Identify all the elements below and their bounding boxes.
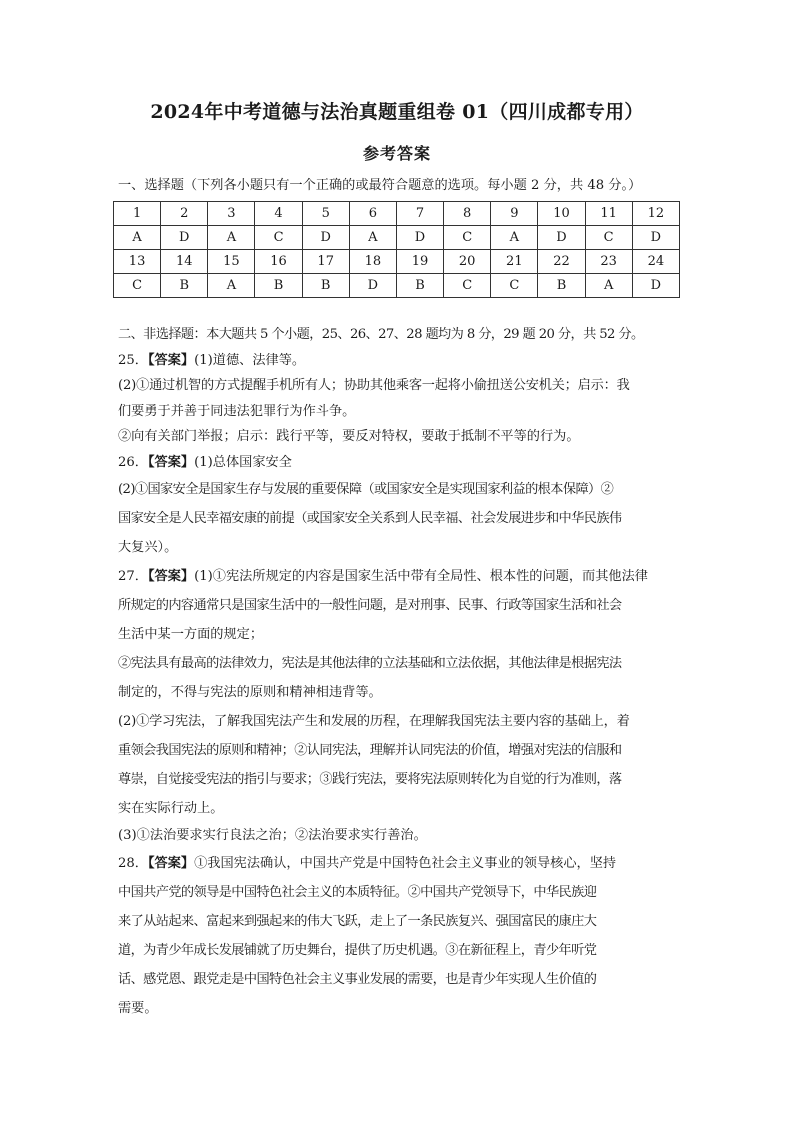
q27-line9: 实在实际行动上。 [118, 801, 224, 816]
answer-cell: A [208, 274, 255, 298]
question-number-cell: 2 [161, 202, 208, 226]
q27-line1: 27．【答案】(1)①宪法所规定的内容是国家生活中带有全局性、根本性的问题，而其他法律 [118, 569, 648, 584]
q27-line3: 生活中某一方面的规定； [118, 627, 264, 642]
answer-cell: C [491, 274, 538, 298]
table-row-question-numbers [114, 250, 680, 274]
answer-cell: A [491, 226, 538, 250]
answer-cell: D [632, 274, 679, 298]
q26-part1: (1)总体国家安全 [194, 454, 292, 470]
question-number-cell: 22 [538, 250, 585, 274]
question-number-cell: 5 [302, 202, 349, 226]
section2-heading: 二、非选择题：本大题共 5 个小题，25、26、27、28 题均为 8 分，29 题 20 分，共 52 分。 [118, 327, 644, 342]
question-number-cell: 1 [114, 202, 161, 226]
table-row-question-numbers [114, 202, 680, 226]
q28-line6: 需要。 [118, 1000, 158, 1016]
question-number-cell: 23 [585, 250, 632, 274]
q28-answer-tag: 【答案】 [147, 855, 195, 871]
q26-line4: 大复兴）。 [118, 540, 178, 555]
question-number-cell: 14 [161, 250, 208, 274]
q26-answer-tag: 【答案】 [147, 454, 195, 470]
q28-part1: ①我国宪法确认，中国共产党是中国特色社会主义事业的领导核心，坚持 [194, 855, 617, 871]
q28-number: 28 [118, 855, 135, 871]
table-row-answers [114, 226, 680, 250]
answer-table [113, 201, 680, 298]
question-number-cell: 17 [302, 250, 349, 274]
q27-line7: 重领会我国宪法的原则和精神；②认同宪法，理解并认同宪法的价值，增强对宪法的信服和 [118, 743, 622, 758]
q28-line5: 话、感党恩、跟党走是中国特色社会主义事业发展的需要，也是青少年实现人生价值的 [118, 971, 597, 987]
q25-line1: 25．【答案】(1)道德、法律等。 [118, 352, 306, 368]
answer-cell: A [349, 226, 396, 250]
q25-line4: ②向有关部门举报；启示：践行平等，要反对特权，要敢于抵制不平等的行为。 [118, 429, 580, 444]
question-number-cell: 24 [632, 250, 679, 274]
question-number-cell: 11 [585, 202, 632, 226]
answer-cell: C [114, 274, 161, 298]
question-number-cell: 10 [538, 202, 585, 226]
answer-cell: B [538, 274, 585, 298]
q28-line4: 道，为青少年成长发展铺就了历史舞台，提供了历史机遇。③在新征程上，青少年听党 [118, 942, 597, 958]
answer-cell: C [444, 226, 491, 250]
q25-number: 25 [118, 352, 135, 368]
question-number-cell: 6 [349, 202, 396, 226]
q27-number: 27 [118, 569, 135, 584]
q28-line3: 来了从站起来、富起来到强起来的伟大飞跃，走上了一条民族复兴、强国富民的康庄大 [118, 913, 597, 929]
q27-line10: (3)①法治要求实行良法之治；②法治要求实行善治。 [118, 828, 427, 843]
page-subtitle: 参考答案 [362, 144, 431, 163]
answer-cell: B [302, 274, 349, 298]
question-number-cell: 3 [208, 202, 255, 226]
question-number-cell: 20 [444, 250, 491, 274]
q26-line2: (2)①国家安全是国家生存与发展的重要保障（或国家安全是实现国家利益的根本保障）② [118, 482, 614, 497]
q27-line8: 尊崇，自觉接受宪法的指引与要求；③践行宪法，要将宪法原则转化为自觉的行为准则，落 [118, 772, 622, 787]
question-number-cell: 9 [491, 202, 538, 226]
section2-content [118, 322, 678, 1023]
q25-line3: 们要勇于并善于同违法犯罪行为作斗争。 [118, 403, 356, 419]
q26-number: 26 [118, 454, 135, 470]
q27-answer-tag: 【答案】 [147, 569, 195, 584]
q27-line4: ②宪法具有最高的法律效力，宪法是其他法律的立法基础和立法依据，其他法律是根据宪法 [118, 656, 622, 671]
page-title: 2024年中考道德与法治真题重组卷 01（四川成都专用） [150, 101, 644, 123]
table-row-answers [114, 274, 680, 298]
question-number-cell: 8 [444, 202, 491, 226]
question-number-cell: 7 [396, 202, 443, 226]
answer-cell: C [444, 274, 491, 298]
answer-cell: B [396, 274, 443, 298]
answer-cell: C [585, 226, 632, 250]
q27-line2: 所规定的内容通常只是国家生活中的一般性问题，是对刑事、民事、行政等国家生活和社会 [118, 598, 622, 613]
q25-line2: (2)①通过机智的方式提醒手机所有人；协助其他乘客一起将小偷扭送公安机关；启示：我 [118, 378, 630, 393]
question-number-cell: 12 [632, 202, 679, 226]
q27-line6: (2)①学习宪法，了解我国宪法产生和发展的历程，在理解我国宪法主要内容的基础上，着 [118, 714, 630, 729]
answer-cell: D [632, 226, 679, 250]
q26-line1: 26．【答案】(1)总体国家安全 [118, 454, 292, 470]
question-number-cell: 21 [491, 250, 538, 274]
answer-cell: B [161, 274, 208, 298]
answer-cell: D [538, 226, 585, 250]
question-number-cell: 18 [349, 250, 396, 274]
question-number-cell: 13 [114, 250, 161, 274]
q26-line3: 国家安全是人民幸福安康的前提（或国家安全关系到人民幸福、社会发展进步和中华民族伟 [118, 511, 622, 526]
answer-cell: A [208, 226, 255, 250]
q28-line2: 中国共产党的领导是中国特色社会主义的本质特征。②中国共产党领导下，中华民族迎 [118, 884, 597, 900]
answer-cell: A [585, 274, 632, 298]
answer-cell: B [255, 274, 302, 298]
q25-part1: (1)道德、法律等。 [194, 352, 306, 368]
answer-cell: A [114, 226, 161, 250]
answer-cell: D [349, 274, 396, 298]
question-number-cell: 16 [255, 250, 302, 274]
q28-line1: 28．【答案】①我国宪法确认，中国共产党是中国特色社会主义事业的领导核心，坚持 [118, 855, 617, 871]
q25-answer-tag: 【答案】 [147, 352, 195, 368]
q27-line5: 制定的，不得与宪法的原则和精神相违背等。 [118, 685, 382, 700]
question-number-cell: 19 [396, 250, 443, 274]
answer-cell: C [255, 226, 302, 250]
answer-cell: D [302, 226, 349, 250]
answer-cell: D [396, 226, 443, 250]
answer-cell: D [161, 226, 208, 250]
question-number-cell: 15 [208, 250, 255, 274]
question-number-cell: 4 [255, 202, 302, 226]
section1-heading: 一、选择题（下列各小题只有一个正确的或最符合题意的选项。每小题 2 分，共 48 分。） [118, 178, 642, 193]
q27-part1: (1)①宪法所规定的内容是国家生活中带有全局性、根本性的问题，而其他法律 [194, 569, 648, 584]
